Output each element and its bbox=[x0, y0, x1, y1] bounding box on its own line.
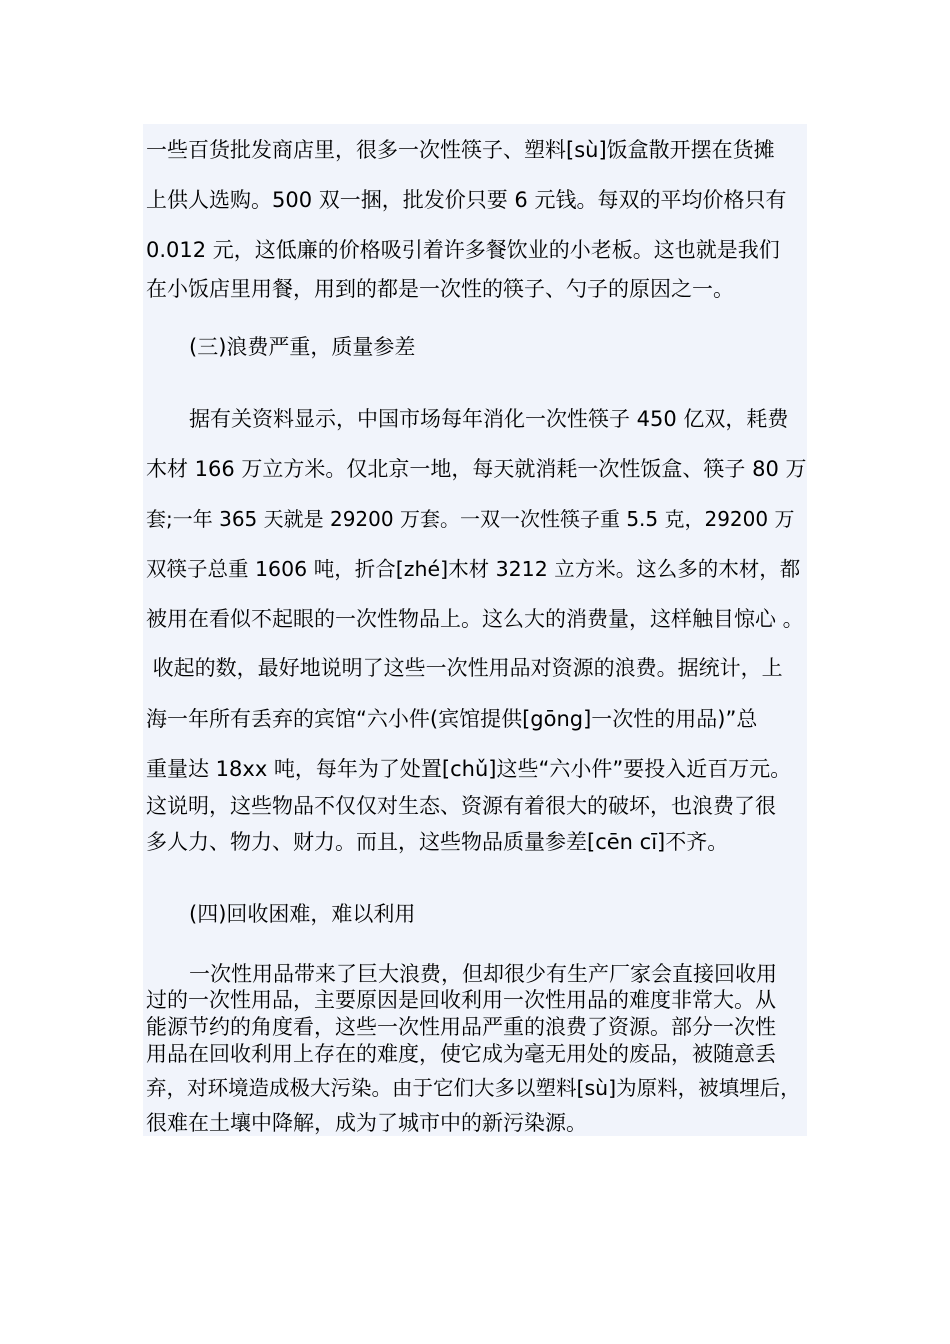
text-line: 用品在回收利用上存在的难度，使它成为毫无用处的废品，被随意丢 bbox=[146, 1042, 776, 1066]
text-line: 重量达 18xx 吨，每年为了处置[chǔ]这些“六小件”要投入近百万元。 bbox=[146, 757, 792, 781]
text-line: 套;一年 365 天就是 29200 万套。一双一次性筷子重 5.5 克，29200 万 bbox=[146, 507, 795, 531]
text-line: 木材 166 万立方米。仅北京一地，每天就消耗一次性饭盒、筷子 80 万 bbox=[146, 457, 807, 481]
text-line: 这说明，这些物品不仅仅对生态、资源有着很大的破坏，也浪费了很 bbox=[146, 794, 776, 818]
section-heading: (四)回收困难，难以利用 bbox=[189, 902, 416, 926]
section-heading: (三)浪费严重，质量参差 bbox=[189, 335, 416, 359]
text-line: 海一年所有丢弃的宾馆“六小件(宾馆提供[gōng]一次性的用品)”总 bbox=[146, 707, 758, 731]
text-line: 双筷子总重 1606 吨，折合[zhé]木材 3212 立方米。这么多的木材，都 bbox=[146, 557, 801, 581]
text-line: 一次性用品带来了巨大浪费，但却很少有生产厂家会直接回收用 bbox=[189, 962, 777, 986]
text-line: 弃，对环境造成极大污染。由于它们大多以塑料[sù]为原料，被填埋后， bbox=[146, 1076, 801, 1100]
text-line: 能源节约的角度看，这些一次性用品严重的浪费了资源。部分一次性 bbox=[146, 1015, 776, 1039]
text-line: 上供人选购。500 双一捆，批发价只要 6 元钱。每双的平均价格只有 bbox=[146, 188, 787, 212]
text-line: 多人力、物力、财力。而且，这些物品质量参差[cēn cī]不齐。 bbox=[146, 830, 729, 854]
text-line: 在小饭店里用餐，用到的都是一次性的筷子、勺子的原因之一。 bbox=[146, 277, 734, 301]
text-line: 被用在看似不起眼的一次性物品上。这么大的消费量，这样触目惊心 。 bbox=[146, 607, 804, 631]
text-line: 很难在土壤中降解，成为了城市中的新污染源。 bbox=[146, 1111, 587, 1135]
text-line: 据有关资料显示，中国市场每年消化一次性筷子 450 亿双，耗费 bbox=[189, 407, 789, 431]
text-line: 收起的数，最好地说明了这些一次性用品对资源的浪费。据统计，上 bbox=[146, 656, 783, 680]
text-line: 0.012 元，这低廉的价格吸引着许多餐饮业的小老板。这也就是我们 bbox=[146, 238, 780, 262]
text-line: 过的一次性用品，主要原因是回收利用一次性用品的难度非常大。从 bbox=[146, 988, 776, 1012]
text-line: 一些百货批发商店里，很多一次性筷子、塑料[sù]饭盒散开摆在货摊 bbox=[146, 138, 775, 162]
